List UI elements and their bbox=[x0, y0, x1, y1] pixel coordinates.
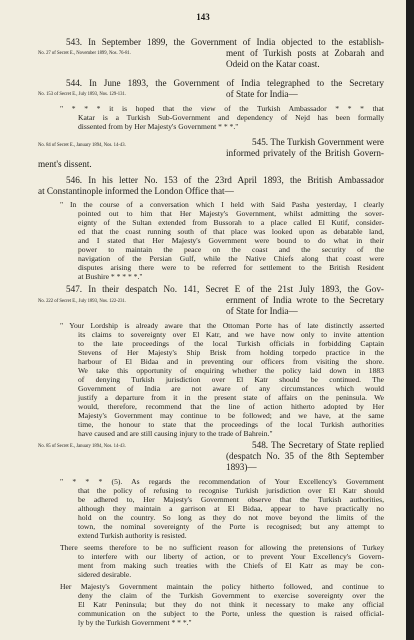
para-548-line-2: (despatch No. 35 of the 8th September bbox=[226, 451, 384, 461]
quote-548-line-12: Her Majesty's Government maintain the policy hitherto followed, and continue to bbox=[60, 582, 384, 591]
quote-547-line-13: have caused and are still causing injury to the trade of Bahrein." bbox=[78, 429, 273, 438]
quote-548-line-13: deny the claim of the Turkish Government to exercise sovereignty over the bbox=[78, 591, 384, 600]
quote-546-line-7: navigation of the Persian Gulf, while the Native Chiefs along that coast were bbox=[78, 254, 384, 263]
quote-544-line-2: Katar is a Turkish Sub-Government and dependency of Nejd has been formally bbox=[78, 113, 384, 122]
quote-547-line-7: of denying Turkish jurisdiction over El Katr should be continued. The bbox=[78, 375, 384, 384]
quote-547-line-9: justify a departure from it in the present state of affairs on the peninsula. We bbox=[78, 393, 384, 402]
quote-546-line-3: eignty of the Sultan extended from Bussorah to a place called El Kutif, consider- bbox=[78, 218, 384, 227]
quote-548-line-5: hold on the country. So long as they do not move beyond the limits of the bbox=[78, 513, 384, 522]
para-543-line-3: Odeid on the Katar coast. bbox=[226, 59, 320, 69]
para-544-line-1: 544. In June 1893, the Government of India telegraphed to the Secretary bbox=[66, 78, 384, 88]
margin-note-548: No. 85 of Secret E., January 1894, Nos. 14-43. bbox=[38, 444, 126, 449]
page-number: 143 bbox=[196, 12, 210, 22]
margin-note-544: No. 153 of Secret E., July 1893, Nos. 129-131. bbox=[38, 92, 127, 97]
para-546-line-2: at Constantinople informed the London Office that— bbox=[38, 186, 234, 196]
para-545-line-2: informed privately of the British Govern- bbox=[226, 148, 384, 158]
quote-548-line-16: ly by the Turkish Government * * *." bbox=[78, 618, 192, 627]
quote-547-line-5: harbour of El Bidaa and in preventing our officers from visiting the shore. bbox=[78, 357, 384, 366]
quote-544-line-3: dissented from by Her Majesty's Government * * *." bbox=[78, 122, 239, 131]
quote-548-line-1: " * * * (5). As regards the recommendation of Your Excellency's Government bbox=[60, 477, 384, 486]
para-543-line-2: ment of Turkish posts at Zobarah and bbox=[226, 48, 384, 58]
quote-548-line-15: communication on the subject to the Porte, unless the question is raised official- bbox=[78, 609, 384, 618]
para-547-line-1: 547. In their despatch No. 141, Secret E of the 21st July 1893, the Gov- bbox=[66, 284, 384, 294]
quote-547-line-10: would, therefore, recommend that the line of action hitherto adopted by Her bbox=[78, 402, 384, 411]
para-545-line-3: ment's dissent. bbox=[38, 159, 92, 169]
margin-note-545: No. 84 of Secret E., January 1894, Nos. 14-43. bbox=[38, 143, 126, 148]
para-543-line-1: 543. In September 1899, the Government of India objected to the establish- bbox=[66, 37, 384, 47]
quote-547-line-8: Government of India are not aware of any circumstances which would bbox=[78, 384, 384, 393]
para-545-line-1: 545. The Turkish Government were bbox=[252, 137, 384, 147]
quote-548-line-8: There seems therefore to be no sufficient reason for allowing the pretensions of Turkey bbox=[60, 543, 384, 552]
para-547-line-3: of State for India— bbox=[226, 306, 298, 316]
para-548-line-3: 1893)— bbox=[226, 462, 257, 472]
para-544-line-2: of State for India— bbox=[226, 89, 298, 99]
quote-548-line-14: El Katr Peninsula; but they do not think it necessary to make any official bbox=[78, 600, 384, 609]
quote-546-line-8: disputes arising there were to be referred for settlement to the British Resident bbox=[78, 263, 384, 272]
quote-546-line-1: " In the course of a conversation which I held with Said Pasha yesterday, I clearly bbox=[60, 200, 384, 209]
quote-547-line-1: " Your Lordship is already aware that the Ottoman Porte has of late distinctly asserted bbox=[60, 321, 384, 330]
quote-547-line-2: its claims to sovereignty over El Katr, and we have now only to invite attention bbox=[78, 330, 384, 339]
quote-547-line-11: Majesty's Government may continue to be followed; and we have, at the same bbox=[78, 411, 384, 420]
quote-548-line-3: be adhered to, Her Majesty's Government observe that the Turkish authorities, bbox=[78, 495, 384, 504]
quote-546-line-9: at Bushire * * * * *." bbox=[78, 272, 143, 281]
quote-547-line-3: to the late proceedings of the local Turkish officials in forbidding Captain bbox=[78, 339, 384, 348]
quote-546-line-5: and I stated that Her Majesty's Government were bound to do what in their bbox=[78, 236, 384, 245]
quote-544-line-1: " * * * it is hoped that the view of the Turkish Ambassador * * * that bbox=[60, 104, 384, 113]
quote-547-line-4: Stevens of Her Majesty's Ship Brisk from holding torpedo practice in the bbox=[78, 348, 384, 357]
quote-548-line-4: although they maintain a garrison at El Bidaa, appear to have practically no bbox=[78, 504, 384, 513]
quote-548-line-9: to interfere with our liberty of action, or to prevent Your Excellency's Govern- bbox=[78, 552, 384, 561]
quote-547-line-12: time, the honour to state that the proceedings of the local Turkish authorities bbox=[78, 420, 384, 429]
quote-548-line-6: town, the nominal sovereignty of the Porte is recognised; but any attempt to bbox=[78, 522, 384, 531]
quote-548-line-2: that the policy of refusing to recognise Turkish jurisdiction over El Katr should bbox=[78, 486, 384, 495]
page-edge-shadow bbox=[406, 0, 414, 640]
quote-548-line-10: ment from making such treaties with the Chiefs of El Katr as may be con- bbox=[78, 561, 384, 570]
para-548-line-1: 548. The Secretary of State replied bbox=[252, 440, 384, 450]
quote-546-line-4: ed that the coast running south of that place was looked upon as debatable land, bbox=[78, 227, 384, 236]
para-546-line-1: 546. In his letter No. 153 of the 23rd April 1893, the British Ambassador bbox=[66, 175, 384, 185]
quote-546-line-6: power to maintain the peace on the coast and the security of the bbox=[78, 245, 384, 254]
quote-548-line-7: extend Turkish authority is resisted. bbox=[78, 531, 187, 540]
quote-546-line-2: pointed out to him that Her Majesty's Government, whilst admitting the sover- bbox=[78, 209, 384, 218]
para-547-line-2: ernment of India wrote to the Secretary bbox=[226, 295, 384, 305]
margin-note-543: No. 27 of Secret E., November 1899, Nos. 76-81. bbox=[38, 51, 131, 56]
quote-547-line-6: We take this opportunity of enquiring whether the policy laid down in 1883 bbox=[78, 366, 384, 375]
quote-548-line-11: sidered desirable. bbox=[78, 570, 132, 579]
margin-note-547: No. 222 of Secret E., July 1893, Nos. 122-231. bbox=[38, 299, 127, 304]
